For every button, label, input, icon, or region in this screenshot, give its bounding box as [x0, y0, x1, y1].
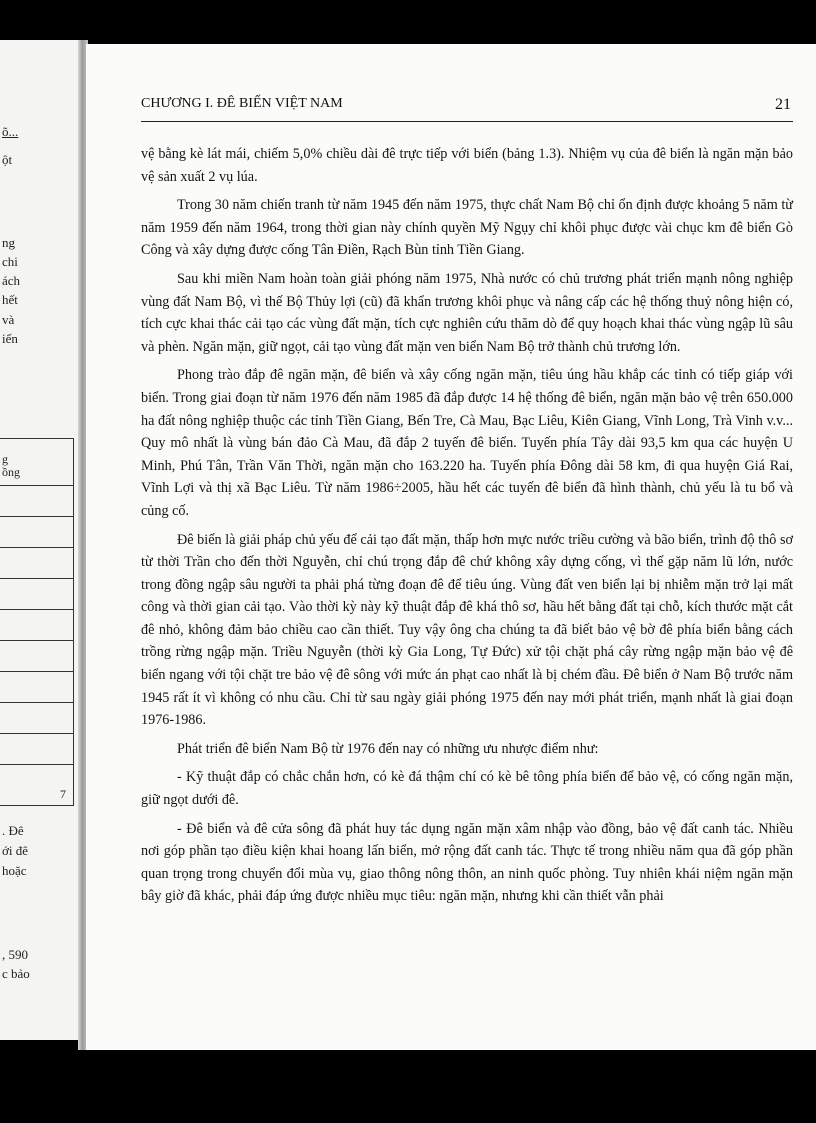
table-border — [0, 547, 74, 548]
left-fragment: ách — [2, 273, 21, 288]
left-fragment: ột — [2, 152, 13, 167]
paragraph: Phát triển đê biển Nam Bộ từ 1976 đến nay có những ưu nhược điểm như: — [177, 740, 599, 757]
table-border — [0, 485, 74, 486]
left-fragment: iến — [2, 331, 18, 346]
table-border — [0, 702, 74, 703]
header-rule — [141, 121, 793, 122]
left-fragment: hết — [2, 292, 18, 307]
left-fragment: ồng — [2, 465, 20, 479]
scan-top-border — [0, 0, 816, 48]
paragraph: Đê biển là giải pháp chủ yếu để cải tạo đất mặn, thấp hơn mực nước triều cường và bão biển, trình độ thô sơ từ thời Trần cho đến thời Nguyễn, chỉ chú trọng đắp đê chứ không xây dựng cống, vì thế gặp năm lũ lớn, nước trong đồng ngập sâu người ta phải phá từng đoạn đê để tiêu úng. Vùng đất ven biển lại bị nhiễm mặn trở lại mất công và thời gian cải tạo. Vào thời kỳ này kỹ thuật đắp đê khá thô sơ, hầu hết bằng đất tại chỗ, kích thước mặt cắt đê nhỏ, không đảm bảo chiều cao cần thiết. Tuy vậy ông cha chúng ta đã biết bảo vệ bờ đê phía biển bằng cách trồng rừng ngập mặn. Triều Nguyễn (thời kỳ Gia Long, Tự Đức) xử tội chặt phá cây rừng ngập mặn bảo vệ đê biển ngang với tội chặt tre bảo vệ đê sông với mức án phạt cao nhất là bị chém đầu. Đê biển ở Nam Bộ trước năm 1945 rất ít vì không có nhu cầu. Chỉ từ sau ngày giải phóng 1975 đến nay mới phát triển, mạnh nhất là giai đoạn 1976-1986. — [141, 531, 793, 729]
left-fragment: ng — [2, 235, 15, 250]
table-border — [0, 733, 74, 734]
left-fragment: g — [2, 452, 8, 466]
table-border — [0, 609, 74, 610]
paragraph: - Kỹ thuật đắp có chắc chắn hơn, có kè đá thậm chí có kè bê tông phía biển để bảo vệ, có cống ngăn mặn, giữ ngọt dưới đê. — [141, 769, 793, 809]
paragraph: Phong trào đắp đê ngăn mặn, đê biển và xây cống ngăn mặn, tiêu úng hầu khắp các tỉnh có tiếp giáp với biển. Trong giai đoạn từ năm 1976 đến năm 1985 đã đắp được 14 hệ thống đê biển, ngăn mặn bảo vệ trên 650.000 ha đất nông nghiệp thuộc các tỉnh Tiền Giang, Bến Tre, Cà Mau, Bạc Liêu, Kiên Giang, Vĩnh Long, Trà Vinh v.v... Quy mô nhất là vùng bán đảo Cà Mau, đã đắp 2 tuyến đê biển. Tuyến phía Tây dài 93,5 km qua các huyện U Minh, Phú Tân, Trần Văn Thời, ngăn mặn cho 163.220 ha. Tuyến phía Đông dài 58 km, đi qua huyện Giá Rai, Vĩnh Lợi và thị xã Bạc Liêu. Từ năm 1986÷2005, hầu hết các tuyến đê biển đã hình thành, chủ yếu là tu bổ và củng cố. — [141, 367, 793, 519]
left-fragment: , 590 — [2, 947, 28, 962]
running-header — [141, 96, 791, 120]
table-border — [0, 671, 74, 672]
body-text — [141, 143, 793, 914]
table-border — [0, 764, 74, 765]
table-border — [73, 438, 74, 806]
paragraph: - Đê biển và đê cửa sông đã phát huy tác dụng ngăn mặn xâm nhập vào đồng, bảo vệ đất canh tác. Nhiều nơi góp phần tạo điều kiện khai hoang lấn biển, mở rộng đất canh tác. Thực tế trong nhiều năm qua đã góp phần quan trọng trong chuyển đổi mùa vụ, giao thông nông thôn, an ninh quốc phòng. Tuy nhiên khái niệm ngăn mặn bây giờ đã khác, phải đáp ứng được nhiều mục tiêu: ngăn mặn, nhưng khi cần thiết vẫn phải — [141, 820, 793, 905]
paragraph: Trong 30 năm chiến tranh từ năm 1945 đến năm 1975, thực chất Nam Bộ chỉ ổn định được khoảng 5 năm từ năm 1959 đến năm 1964, trong thời gian này chính quyền Mỹ Ngụy chỉ khôi phục được vài chục km đê biển Gò Công và xây dựng được cống Tân Điền, Rạch Bùn tỉnh Tiền Giang. — [141, 197, 793, 259]
paragraph: vệ bằng kè lát mái, chiếm 5,0% chiều dài đê trực tiếp với biển (bảng 1.3). Nhiệm vụ của đê biển là ngăn mặn bảo vệ sản xuất 2 vụ lúa. — [141, 146, 793, 185]
left-fragment: chi — [2, 254, 18, 269]
left-page-edge — [0, 40, 82, 1040]
chapter-title: CHƯƠNG I. ĐÊ BIỂN VIỆT NAM — [141, 96, 343, 111]
table-border — [0, 516, 74, 517]
left-fragment: hoặc — [2, 863, 27, 878]
left-fragment: c bảo — [2, 966, 30, 981]
table-border — [0, 578, 74, 579]
book-page — [86, 44, 816, 1054]
paragraph: Sau khi miền Nam hoàn toàn giải phóng năm 1975, Nhà nước có chủ trương phát triển mạnh nông nghiệp vùng đất Nam Bộ, vì thế Bộ Thủy lợi (cũ) đã khẩn trương khôi phục và nâng cấp các hệ thống thuỷ nông hiện có, tích cực khai thác cải tạo các vùng đất mặn, tích cực nghiên cứu thăm dò để quy hoạch khai thác vùng ngập lũ sâu và phèn. Ngăn mặn, giữ ngọt, cải tạo vùng đất mặn ven biển Nam Bộ trở thành chủ trương lớn. — [141, 270, 793, 355]
left-fragment: . Đê — [2, 823, 24, 838]
left-fragment: 7 — [60, 787, 66, 801]
scan-bottom-border — [0, 1050, 816, 1123]
left-fragment: ới đê — [2, 843, 29, 858]
table-border — [0, 805, 74, 806]
left-fragment: và — [2, 312, 15, 327]
table-border — [0, 640, 74, 641]
page-number: 21 — [775, 96, 791, 113]
table-border — [0, 438, 74, 439]
left-fragment: õ... — [2, 124, 19, 139]
